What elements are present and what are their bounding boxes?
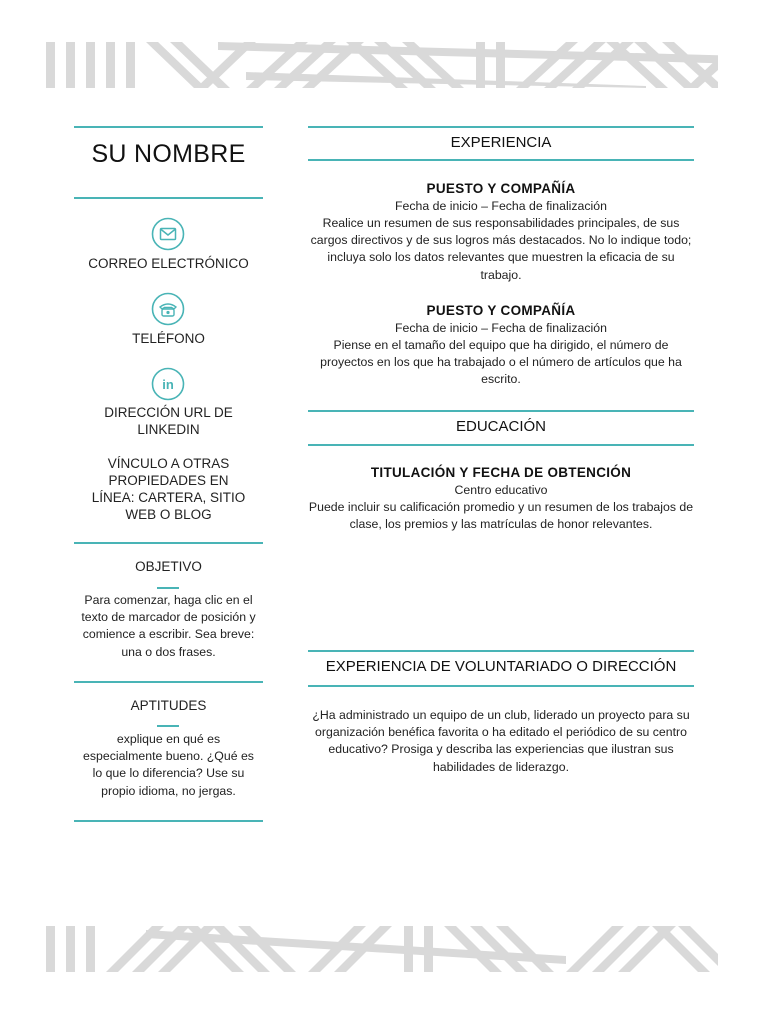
education-top-rule bbox=[308, 410, 694, 412]
education-title: TITULACIÓN Y FECHA DE OBTENCIÓN bbox=[370, 465, 632, 480]
phone-icon bbox=[151, 292, 185, 326]
name-top-rule bbox=[74, 126, 263, 128]
mail-icon bbox=[151, 217, 185, 251]
svg-text:in: in bbox=[162, 377, 174, 392]
bottom-decorative-band bbox=[46, 926, 718, 972]
experience-heading: EXPERIENCIA bbox=[450, 134, 552, 151]
contact-other-links: VÍNCULO A OTRAS PROPIEDADES EN LÍNEA: CARTERA, SITIO WEB O BLOG bbox=[91, 456, 246, 522]
skills-heading: APTITUDES bbox=[130, 698, 207, 713]
job-dates: Fecha de inicio – Fecha de finalización bbox=[395, 321, 607, 335]
skills-bar bbox=[157, 725, 179, 727]
job-dates: Fecha de inicio – Fecha de finalización bbox=[395, 199, 607, 213]
job-title: PUESTO Y COMPAÑÍA bbox=[426, 303, 576, 318]
experience-bottom-rule bbox=[308, 159, 694, 161]
skills-bottom-rule bbox=[74, 820, 263, 822]
linkedin-icon bbox=[151, 367, 185, 401]
experience-top-rule bbox=[308, 126, 694, 128]
skills-rule bbox=[74, 681, 263, 683]
job-description: Realice un resumen de sus responsabilidades principales, de sus cargos directivos y de sus logros más destacados. No lo indique todo; incluya solo los datos relevantes que muestren la eficacia de su trabajo. bbox=[310, 216, 692, 282]
objective-rule bbox=[74, 542, 263, 544]
contact-phone: TELÉFONO bbox=[132, 331, 205, 346]
education-heading: EDUCACIÓN bbox=[455, 418, 546, 435]
volunteer-bottom-rule bbox=[308, 685, 694, 687]
volunteer-description: ¿Ha administrado un equipo de un club, liderado un proyecto para su organización benéfica favorita o ha editado el periódico de su centro educativo? Prosiga y describa las experiencias que ilustran sus habilidades de liderazgo. bbox=[312, 708, 690, 774]
contact-linkedin: DIRECCIÓN URL DE LINKEDIN bbox=[104, 405, 233, 437]
page-title: SU NOMBRE bbox=[91, 140, 246, 168]
name-bottom-rule bbox=[74, 197, 263, 199]
volunteer-heading: EXPERIENCIA DE VOLUNTARIADO O DIRECCIÓN bbox=[325, 658, 677, 675]
job-description: Piense en el tamaño del equipo que ha dirigido, el número de proyectos en los que ha trabajado o el número de artículos que ha escrito. bbox=[320, 338, 682, 387]
job-title: PUESTO Y COMPAÑÍA bbox=[426, 181, 576, 196]
top-decorative-band bbox=[46, 42, 718, 88]
volunteer-top-rule bbox=[308, 650, 694, 652]
education-description: Puede incluir su calificación promedio y un resumen de los trabajos de clase, los premios y las matrículas de honor relevantes. bbox=[308, 500, 694, 532]
education-school: Centro educativo bbox=[454, 483, 548, 497]
objective-text: Para comenzar, haga clic en el texto de marcador de posición y comience a escribir. Sea breve: una o dos frases. bbox=[81, 593, 256, 659]
objective-bar bbox=[157, 587, 179, 589]
skills-text: explique en qué es especialmente bueno. ¿Qué es lo que lo diferencia? Use su propio idioma, no jergas. bbox=[83, 732, 254, 798]
objective-heading: OBJETIVO bbox=[135, 559, 202, 574]
education-bottom-rule bbox=[308, 444, 694, 446]
contact-email: CORREO ELECTRÓNICO bbox=[88, 256, 249, 271]
